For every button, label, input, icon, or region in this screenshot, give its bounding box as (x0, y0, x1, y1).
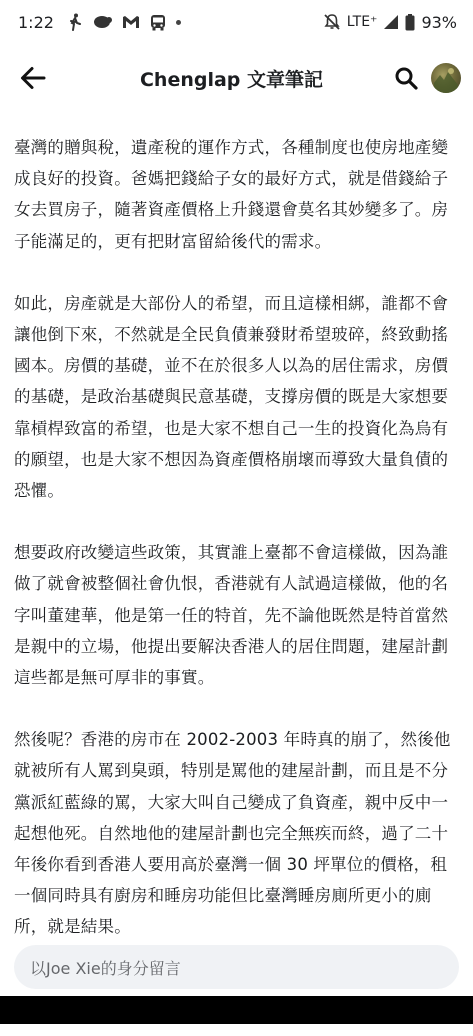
bus-icon (150, 14, 166, 31)
mute-icon (323, 13, 341, 31)
status-left (18, 13, 181, 32)
comment-input[interactable] (14, 945, 459, 989)
walk-icon (68, 13, 82, 31)
avatar[interactable] (431, 63, 461, 93)
status-right (323, 13, 457, 32)
comment-bar (0, 938, 473, 996)
network-label: LTE⁺ (346, 14, 378, 30)
search-icon (394, 66, 418, 90)
article-paragraph: 然後呢？香港的房市在 2002-2003 年時真的崩了，然後他就被所有人罵到臭頭，特別是罵他的建屋計劃，而且是不分黨派紅藍綠的罵，大家大叫自己變成了負資產，親中反中一起想他死。自然地他的建屋計劃也完全無疾而終，過了二十年後你看到香港人要用高於臺灣一個 30 坪單位的價格，租一個同時具有廚房和睡房功能但比臺灣睡房廁所更小的廁所，就是結果。 (14, 730, 451, 937)
battery-icon (405, 14, 415, 31)
battery-label: 93% (421, 12, 457, 32)
arrow-left-icon (20, 66, 46, 90)
system-nav-bar (0, 996, 473, 1024)
gmail-icon (122, 15, 140, 29)
status-time: 1:22 (18, 12, 54, 32)
app-header (0, 52, 473, 104)
comment-placeholder: 以Joe Xie的身分留言 (30, 958, 181, 978)
article-paragraph: 臺灣的贈與稅，遺產稅的運作方式，各種制度也使房地產變成良好的投資。爸媽把錢給子女的最好方式，就是借錢給子女去買房子，隨著資產價格上升錢還會莫名其妙變多了。房子能滿足的，更有把財富留給後代的需求。 (14, 138, 449, 251)
article-body (14, 132, 461, 1036)
avatar-image (431, 63, 461, 93)
signal-icon (383, 14, 399, 30)
page-title: Chenglap 文章筆記 (139, 68, 324, 91)
dot-icon (176, 20, 181, 25)
status-bar (0, 0, 473, 44)
search-button[interactable] (391, 63, 421, 93)
sheep-icon (92, 14, 112, 30)
back-button[interactable] (18, 63, 48, 93)
article-paragraph: 如此，房產就是大部份人的希望，而且這樣相綁，誰都不會讓他倒下來，不然就是全民負債兼發財希望玻碎，終致動搖國本。房價的基礎，並不在於很多人以為的居住需求，房價的基礎，是政治基礎與民意基礎，支撐房價的既是大家想要靠槓桿致富的希望，也是大家不想自己一生的投資化為烏有的願望，也是大家不想因為資產價格崩壞而導致大量負債的恐懼。 (14, 293, 449, 501)
article-paragraph: 想要政府改變這些政策，其實誰上臺都不會這樣做，因為誰做了就會被整個社會仇恨，香港就有人試過這樣做，他的名字叫董建華，他是第一任的特首，先不論他既然是特首當然是親中的立場，他提出要解決香港人的居住問題，建屋計劃這些都是無可厚非的事實。 (14, 543, 449, 688)
